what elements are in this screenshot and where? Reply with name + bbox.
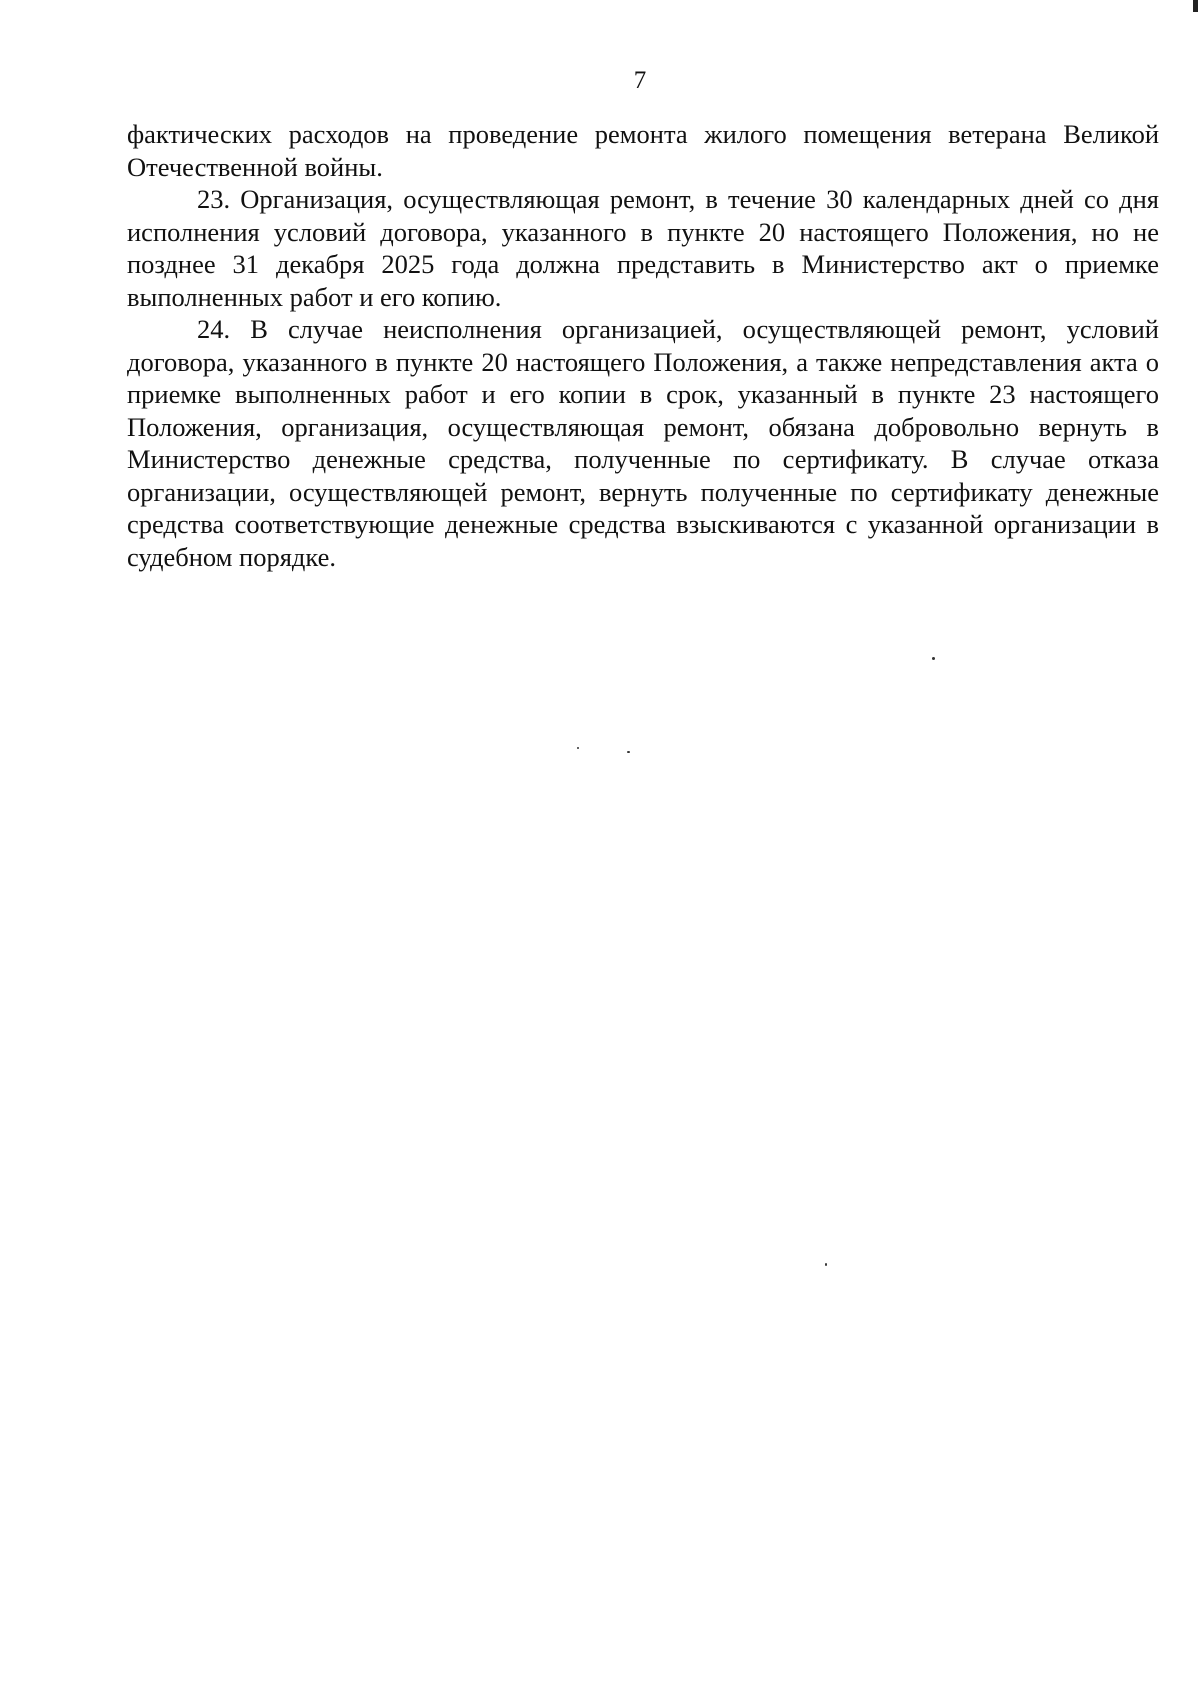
document-body [127,118,1159,573]
scan-speck [577,747,579,749]
scan-speck [627,751,630,753]
scan-speck [932,657,935,660]
paragraph-item-23: 23. Организация, осуществляющая ремонт, в течение 30 календарных дней со дня исполнения условий договора, указанного в пункте 20 настоящего Положения, но не позднее 31 декабря 2025 года должна представить в Министерство акт о приемке выполненных работ и его копию. [127,184,1159,312]
scan-edge-mark [1193,0,1198,12]
page-number: 7 [633,67,647,94]
paragraph-item-24: 24. В случае неисполнения организацией, осуществляющей ремонт, условий договора, указанного в пункте 20 настоящего Положения, а также непредставления акта о приемке выполненных работ и его копии в срок, указанный в пункте 23 настоящего Положения, организация, осуществляющая ремонт, обязана добровольно вернуть в Министерство денежные средства, полученные по сертификату. В случае отказа организации, осуществляющей ремонт, вернуть полученные по сертификату денежные средства соответствующие денежные средства взыскиваются с указанной организации в судебном порядке. [127,314,1159,572]
paragraph-continuation: фактических расходов на проведение ремонта жилого помещения ветерана Великой Отечественной войны. [127,119,1159,182]
scan-speck [825,1263,827,1266]
